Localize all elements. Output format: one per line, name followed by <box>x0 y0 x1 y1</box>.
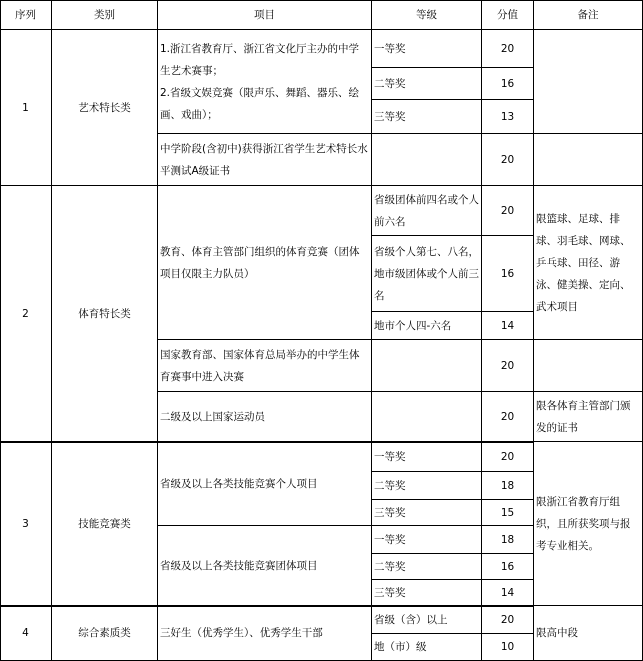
group2-score-3-text: 14 <box>500 319 515 332</box>
header-grade <box>372 0 482 30</box>
group4-score-1 <box>482 606 534 634</box>
group2-seq-text: 2 <box>22 307 29 320</box>
group4-grade-2-text: 地（市）级 <box>374 641 427 653</box>
group2-item-c-text: 二级及以上国家运动员 <box>160 410 265 423</box>
group3-grade-b3-text: 三等奖 <box>374 586 406 599</box>
header-item <box>158 0 372 30</box>
header-category <box>52 0 158 30</box>
group1-seq-text: 1 <box>22 101 29 114</box>
group3-item-b-text: 省级及以上各类技能竞赛团体项目 <box>160 559 318 572</box>
group2-item-a-text: 教育、体育主管部门组织的体育竞赛（团体项目仅限主力队员） <box>160 245 360 280</box>
group3-score-b2 <box>482 554 534 580</box>
group2-grade-b <box>372 340 482 392</box>
header-note <box>534 0 643 30</box>
group1-grade-b <box>372 134 482 186</box>
header-seq <box>0 0 52 30</box>
group2-seq <box>0 186 52 442</box>
group1-grade-3 <box>372 100 482 134</box>
group2-grade-2 <box>372 236 482 312</box>
group2-category <box>52 186 158 442</box>
group1-note-b <box>534 134 643 186</box>
group2-grade-3-text: 地市个人四-六名 <box>374 319 452 332</box>
group2-note-c-text: 限各体育主管部门颁发的证书 <box>536 399 631 434</box>
group2-score-1-text: 20 <box>500 204 515 217</box>
group2-note-b <box>534 340 643 392</box>
group1-item-b <box>158 134 372 186</box>
group3-score-b2-text: 16 <box>500 560 515 573</box>
group3-grade-a2 <box>372 472 482 500</box>
group4-note-text: 限高中段 <box>536 627 578 639</box>
group2-note-a-text: 限篮球、足球、排球、羽毛球、网球、乒乓球、田径、游泳、健美操、定向、武术项目 <box>536 212 631 313</box>
group2-item-b <box>158 340 372 392</box>
group2-grade-1-text: 省级团体前四名或个人前六名 <box>374 193 479 228</box>
group4-note <box>534 606 643 661</box>
group3-grade-a2-text: 二等奖 <box>374 479 406 492</box>
header-item-text: 项目 <box>254 8 275 21</box>
group1-score-2 <box>482 68 534 100</box>
group3-seq-text: 3 <box>22 517 29 530</box>
group1-seq <box>0 30 52 186</box>
group2-score-b <box>482 340 534 392</box>
group4-seq-text: 4 <box>22 627 29 639</box>
group1-category-text: 艺术特长类 <box>78 101 131 114</box>
group1-item-a <box>158 30 372 134</box>
group2-grade-1 <box>372 186 482 236</box>
group3-item-b <box>158 526 372 606</box>
group3-grade-b1 <box>372 526 482 554</box>
group2-score-1 <box>482 186 534 236</box>
group1-item-a-text: 1.浙江省教育厅、浙江省文化厅主办的中学生艺术赛事； 2.省级文娱竞赛（限声乐、舞蹈、器乐、绘画、戏曲）； <box>160 42 360 121</box>
group3-score-a2 <box>482 472 534 500</box>
group1-item-b-text: 中学阶段(含初中)获得浙江省学生艺术特长水平测试A级证书 <box>160 142 368 177</box>
group2-grade-3 <box>372 312 482 340</box>
group3-score-a3-text: 15 <box>500 506 515 519</box>
group3-grade-a1 <box>372 442 482 472</box>
group2-item-a <box>158 186 372 340</box>
group2-score-c <box>482 392 534 442</box>
group3-grade-a1-text: 一等奖 <box>374 450 406 463</box>
group4-item-text: 三好生（优秀学生）、优秀学生干部 <box>160 627 323 639</box>
group2-score-2 <box>482 236 534 312</box>
group2-score-2-text: 16 <box>500 267 515 280</box>
group4-score-2 <box>482 634 534 661</box>
group3-grade-b2-text: 二等奖 <box>374 560 406 573</box>
group1-grade-1 <box>372 30 482 68</box>
group3-score-b1-text: 18 <box>500 533 515 546</box>
group3-score-a3 <box>482 500 534 526</box>
group2-score-b-text: 20 <box>500 359 515 372</box>
group3-note <box>534 442 643 606</box>
group3-category <box>52 442 158 606</box>
group3-score-b3 <box>482 580 534 606</box>
group1-score-1-text: 20 <box>500 42 515 55</box>
group4-grade-1 <box>372 606 482 634</box>
group2-item-c <box>158 392 372 442</box>
group3-seq <box>0 442 52 606</box>
group1-score-3 <box>482 100 534 134</box>
group1-score-b <box>482 134 534 186</box>
header-note-text: 备注 <box>577 8 599 21</box>
group2-grade-c <box>372 392 482 442</box>
group1-grade-2-text: 二等奖 <box>374 77 406 90</box>
header-grade-text: 等级 <box>416 8 437 21</box>
group3-grade-a3 <box>372 500 482 526</box>
group2-score-3 <box>482 312 534 340</box>
group3-category-text: 技能竞赛类 <box>78 517 131 530</box>
group1-category <box>52 30 158 186</box>
group3-item-a <box>158 442 372 526</box>
group1-score-2-text: 16 <box>500 77 515 90</box>
group2-item-b-text: 国家教育部、国家体育总局举办的中学生体育赛事中进入决赛 <box>160 348 360 383</box>
group1-score-b-text: 20 <box>500 153 515 166</box>
header-score-text: 分值 <box>497 8 518 21</box>
group4-category <box>52 606 158 661</box>
group1-score-1 <box>482 30 534 68</box>
group4-grade-1-text: 省级（含）以上 <box>374 613 448 626</box>
group3-score-b3-text: 14 <box>500 586 515 599</box>
group1-score-3-text: 13 <box>500 110 515 123</box>
group3-score-a2-text: 18 <box>500 479 515 492</box>
group4-grade-2 <box>372 634 482 661</box>
header-score <box>482 0 534 30</box>
group2-grade-2-text: 省级个人第七、八名，地市级团体或个人前三名 <box>374 245 479 302</box>
group3-grade-a3-text: 三等奖 <box>374 506 406 519</box>
group4-score-1-text: 20 <box>500 613 515 626</box>
group3-score-a1 <box>482 442 534 472</box>
group3-grade-b3 <box>372 580 482 606</box>
header-category-text: 类别 <box>94 8 115 21</box>
header-seq-text: 序列 <box>15 8 36 21</box>
group3-note-text: 限浙江省教育厅组织，且所获奖项与报考专业相关。 <box>536 495 631 552</box>
group2-category-text: 体育特长类 <box>78 307 131 320</box>
group3-score-b1 <box>482 526 534 554</box>
group4-score-2-text: 10 <box>500 641 515 653</box>
group2-score-c-text: 20 <box>500 410 515 423</box>
group1-grade-2 <box>372 68 482 100</box>
group3-grade-b2 <box>372 554 482 580</box>
group3-item-a-text: 省级及以上各类技能竞赛个人项目 <box>160 477 318 490</box>
group1-note-a <box>534 30 643 134</box>
group4-seq <box>0 606 52 661</box>
group4-category-text: 综合素质类 <box>78 627 131 639</box>
group2-note-c <box>534 392 643 442</box>
group4-item <box>158 606 372 661</box>
group2-note-a <box>534 186 643 340</box>
group1-grade-3-text: 三等奖 <box>374 110 406 123</box>
group3-score-a1-text: 20 <box>500 450 515 463</box>
group3-grade-b1-text: 一等奖 <box>374 533 406 546</box>
group1-grade-1-text: 一等奖 <box>374 42 406 55</box>
